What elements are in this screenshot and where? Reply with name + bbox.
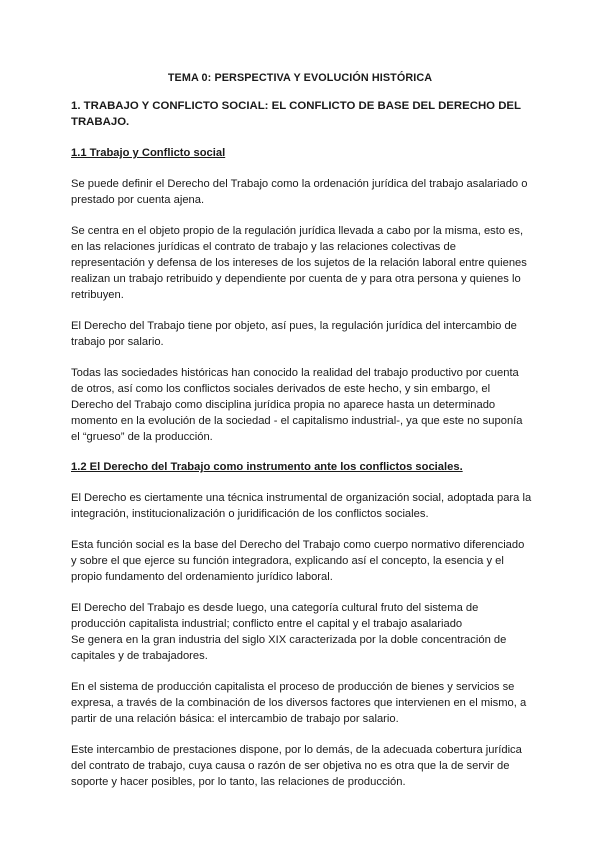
- document-body: [71, 98, 533, 790]
- paragraph-categoria-line-2: Se genera en la gran industria del siglo XIX caracterizada por la doble concentración de capitales y de trabajadores.: [71, 634, 507, 662]
- subsection-1-2-heading: 1.2 El Derecho del Trabajo como instrumento ante los conflictos sociales.: [71, 461, 463, 473]
- paragraph: El Derecho del Trabajo tiene por objeto, así pues, la regulación jurídica del intercambio de trabajo por salario.: [71, 320, 517, 348]
- paragraph-categoria-line-1: El Derecho del Trabajo es desde luego, una categoría cultural fruto del sistema de producción capitalista industrial; conflicto entre el capital y el trabajo asalariado: [71, 602, 479, 630]
- paragraph: Esta función social es la base del Derecho del Trabajo como cuerpo normativo diferenciado y sobre el que ejerce su función integradora, explicando así el concepto, la esencia y el propio fundamento del ordenamiento jurídico laboral.: [71, 539, 525, 583]
- paragraph: Se centra en el objeto propio de la regulación jurídica llevada a cabo por la misma, esto es, en las relaciones jurídicas el contrato de trabajo y las relaciones colectivas de representación y defensa de los intereses de los sujetos de la relación laboral entre quienes realizan un trabajo retribuido y dependiente por cuenta de y para otra persona y quienes lo retribuyen.: [71, 225, 527, 301]
- document-title: TEMA 0: PERSPECTIVA Y EVOLUCIÓN HISTÓRICA: [167, 72, 433, 84]
- paragraph: En el sistema de producción capitalista el proceso de producción de bienes y servicios se expresa, a través de la combinación de los diversos factores que intervienen en el mismo, a partir de una relación básica: el intercambio de trabajo por salario.: [71, 681, 527, 725]
- paragraph: El Derecho es ciertamente una técnica instrumental de organización social, adoptada para la integración, institucionalización o juridificación de los conflictos sociales.: [71, 492, 532, 520]
- section-1-heading: 1. TRABAJO Y CONFLICTO SOCIAL: EL CONFLICTO DE BASE DEL DERECHO DEL TRABAJO.: [71, 100, 521, 128]
- paragraph: Todas las sociedades históricas han conocido la realidad del trabajo productivo por cuenta de otros, así como los conflictos sociales derivados de este hecho, y sin embargo, el Derecho del Trabajo como disciplina jurídica propia no aparece hasta un determinado momento en la evolución de la sociedad - el capitalismo industrial-, ya que este no suponía el “grueso” de la producción.: [71, 367, 523, 443]
- paragraph: Se puede definir el Derecho del Trabajo como la ordenación jurídica del trabajo asalariado o prestado por cuenta ajena.: [71, 178, 528, 206]
- subsection-1-1-heading: 1.1 Trabajo y Conflicto social: [71, 147, 226, 159]
- paragraph: Este intercambio de prestaciones dispone, por lo demás, de la adecuada cobertura jurídica del contrato de trabajo, cuya causa o razón de ser objetiva no es otra que la de servir de soporte y hacer posibles, por lo tanto, las relaciones de producción.: [71, 744, 522, 788]
